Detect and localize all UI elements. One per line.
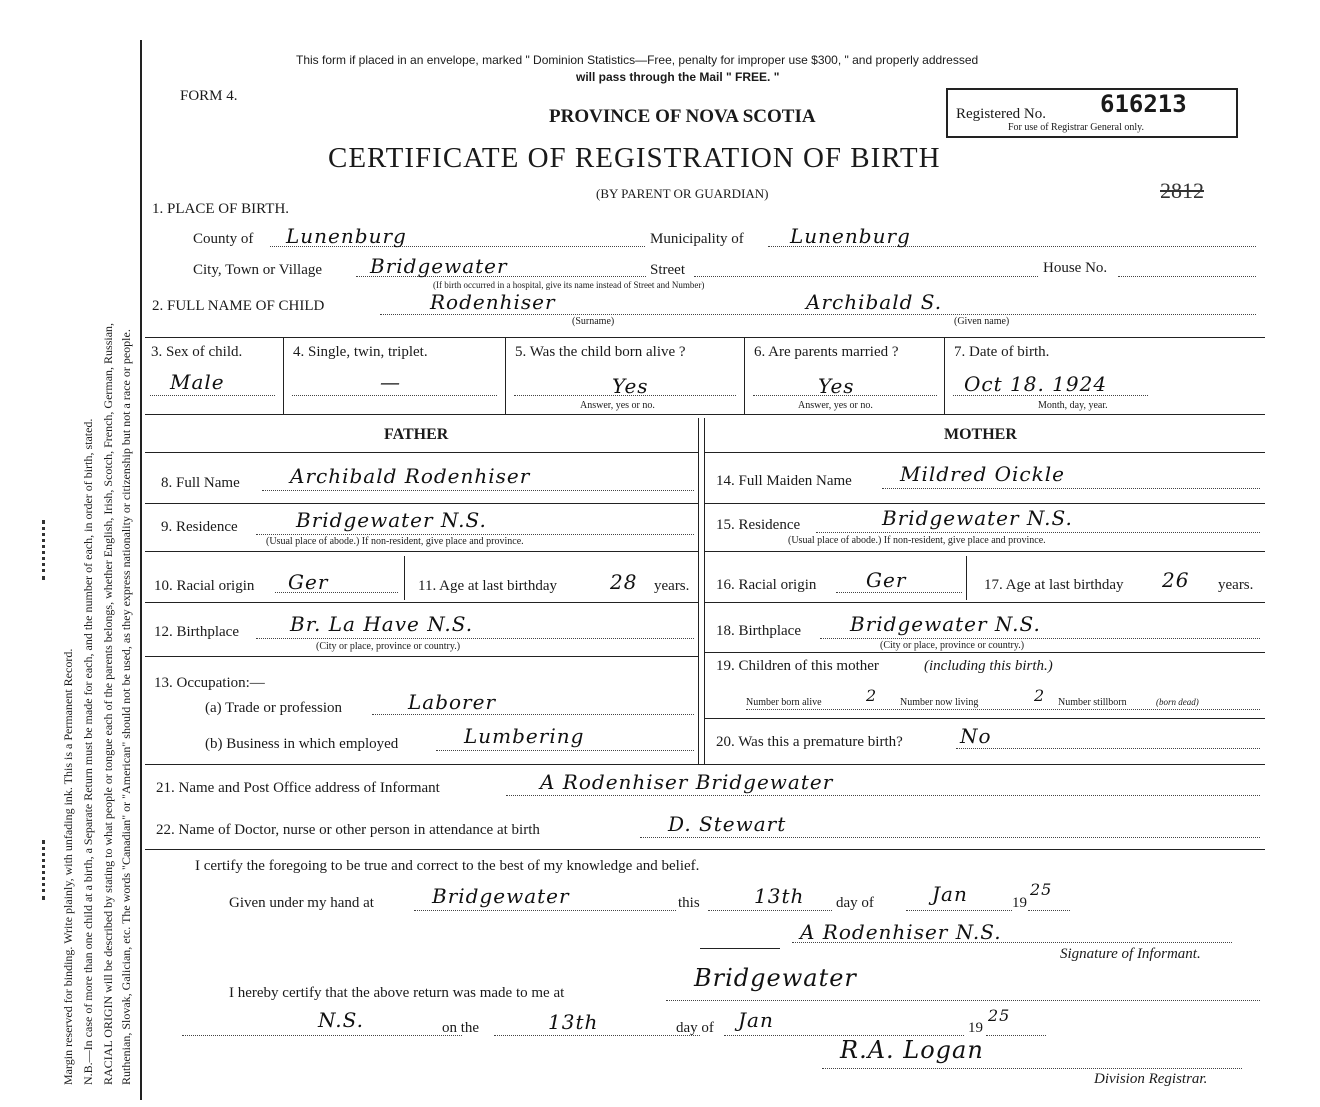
mother-birthplace-label: 18. Birthplace [716,623,801,639]
mother-age-label: 17. Age at last birthday [984,577,1124,593]
mother-name-value: Mildred Oickle [900,462,1065,486]
row-rule [705,551,1265,552]
sex-label: 3. Sex of child. [151,344,243,360]
row-rule [705,503,1265,504]
on-the-label: on the [442,1020,480,1036]
trade-value: Laborer [408,690,497,714]
plurality-label: 4. Single, twin, triplet. [293,344,428,360]
father-name-line [262,490,694,491]
return-province-value: N.S. [318,1008,364,1032]
registrar-caption: Division Registrar. [1094,1071,1208,1087]
occupation-label: 13. Occupation:— [154,675,265,691]
given-name-caption: (Given name) [954,316,1010,327]
father-name-value: Archibald Rodenhiser [290,464,531,488]
father-residence-label: 9. Residence [161,519,238,535]
certify-statement: I certify the foregoing to be true and correct to the best of my knowledge and belief. [195,858,700,874]
born-alive-count: 2 [866,686,878,705]
row3-divider [283,337,284,414]
row-rule [705,602,1265,603]
margin-note-racial-origin: RACIAL ORIGIN will be described by stating to what people or tongue each of the parents belongs, whether English, Irish, Scotch, French, German, Russian, [101,322,115,1085]
row-rule [145,602,698,603]
mother-birthplace-line [820,638,1260,639]
month-line [906,910,1012,911]
row3-top-rule [145,337,1265,338]
return-made-label: I hereby certify that the above return was made to me at [229,985,565,1001]
row3-divider [744,337,745,414]
return-place-value: Bridgewater [694,964,857,992]
father-name-label: 8. Full Name [161,475,240,491]
father-age-years: years. [654,578,690,594]
binding-border [140,40,142,1100]
row-rule [145,551,698,552]
father-heading: FATHER [384,426,449,443]
business-label: (b) Business in which employed [205,736,399,752]
row-rule [705,718,1265,719]
father-residence-line [256,534,694,535]
crossed-number: 2812 [1160,178,1204,203]
parents-married-value: Yes [818,374,855,398]
mother-residence-label: 15. Residence [716,517,801,533]
mail-notice: This form if placed in an envelope, marked " Dominion Statistics—Free, penalty for improper use $300, " and properly addressed [296,53,979,67]
father-racial-origin-label: 10. Racial origin [154,578,255,594]
margin-note-binding: Margin reserved for binding. Write plainly, with unfading ink. This is a Permanent Record. [61,648,75,1085]
place-of-birth-heading: 1. PLACE OF BIRTH. [152,201,290,217]
mother-age-years: years. [1218,577,1254,593]
children-label: 19. Children of this mother [716,658,879,674]
informant-signature: A Rodenhiser N.S. [800,920,1002,944]
mother-heading: MOTHER [944,426,1017,443]
born-alive-label: 5. Was the child born alive ? [515,344,686,360]
premature-value: No [960,724,992,748]
house-number-line [1118,276,1256,277]
given-month-value: Jan [932,882,968,906]
premature-label: 20. Was this a premature birth? [716,734,903,750]
child-name-line [380,314,1256,315]
row3-divider [944,337,945,414]
sex-line [150,395,275,396]
given-day-value: 13th [754,884,805,908]
father-birthplace-label: 12. Birthplace [154,624,239,640]
born-alive-caption: Answer, yes or no. [580,400,655,411]
page-title: CERTIFICATE OF REGISTRATION OF BIRTH [328,142,941,174]
informant-value: A Rodenhiser Bridgewater [540,770,834,794]
attendant-value: D. Stewart [668,812,787,836]
registered-number-note: For use of Registrar General only. [1008,122,1144,133]
now-living-count: 2 [1034,686,1046,705]
parents-heading-rule [705,452,1265,453]
mother-residence-caption: (Usual place of abode.) If non-resident, give place and province. [788,535,1046,546]
this-label: this [678,895,700,911]
given-under-hand-label: Given under my hand at [229,895,374,911]
date-of-birth-line [953,395,1148,396]
cell-divider [966,556,967,600]
return-province-line [182,1035,462,1036]
binding-dots [42,520,51,580]
surname-caption: (Surname) [572,316,615,327]
binding-dots [42,840,51,900]
mother-residence-value: Bridgewater N.S. [882,506,1073,530]
parents-heading-rule [145,452,698,453]
child-name-label: 2. FULL NAME OF CHILD [152,298,325,314]
row-rule [145,503,698,504]
born-alive-count-label: Number born alive [746,697,822,708]
registered-number-label: Registered No. [956,106,1046,122]
mother-residence-line [816,532,1260,533]
return-day-value: 13th [548,1010,599,1034]
house-number-label: House No. [1043,260,1108,276]
trade-label: (a) Trade or profession [205,700,343,716]
margin-note-racial-origin-cont: Ruthenian, Slovak, Galician, etc. The words "Canadian" or "American" should not be used, as they express nationality or citizenship but not a race or people. [119,329,133,1085]
stillborn-label: Number stillborn [1058,697,1127,708]
plurality-line [292,395,497,396]
county-label: County of [193,231,254,247]
year-prefix: 19 [1012,895,1027,911]
stillborn-note: (born dead) [1156,697,1199,707]
child-surname: Rodenhiser [430,290,556,314]
return-place-line [666,1000,1260,1001]
informant-signature-caption: Signature of Informant. [1060,946,1201,962]
return-month-value: Jan [738,1008,774,1032]
registrar-signature-line [822,1068,1242,1069]
date-of-birth-caption: Month, day, year. [1038,400,1108,411]
date-of-birth-label: 7. Date of birth. [954,344,1050,360]
day-line [708,910,832,911]
parents-bottom-rule [145,764,1265,765]
mother-birthplace-caption: (City or place, province or country.) [880,640,1025,651]
father-residence-caption: (Usual place of abode.) If non-resident, give place and province. [266,536,524,547]
form-number: FORM 4. [180,88,238,104]
mother-birthplace-value: Bridgewater N.S. [850,612,1041,636]
street-line [694,276,1038,277]
informant-line [506,795,1260,796]
plurality-value: — [380,370,401,394]
mail-notice-free: will pass through the Mail " FREE. " [576,70,780,84]
father-birthplace-line [256,638,694,639]
page-subtitle: (BY PARENT OR GUARDIAN) [596,186,769,201]
certification-rule [145,849,1265,850]
children-line [746,709,1260,710]
premature-line [956,748,1260,749]
given-place-line [414,910,676,911]
municipality-value: Lunenburg [790,224,911,248]
year2-line [986,1035,1046,1036]
informant-signature-line [792,942,1232,943]
sex-value: Male [170,370,225,394]
mother-racial-origin-line [836,592,962,593]
city-label: City, Town or Village [193,262,323,278]
father-age-value: 28 [610,570,638,594]
business-line [436,750,694,751]
father-birthplace-caption: (City or place, province or country.) [316,641,461,652]
mother-name-label: 14. Full Maiden Name [716,473,852,489]
mother-age-value: 26 [1162,568,1190,592]
informant-label: 21. Name and Post Office address of Informant [156,780,440,796]
day-of-label: day of [836,895,874,911]
father-racial-origin-value: Ger [288,570,329,594]
cell-divider [404,556,405,600]
registered-number-value: 616213 [1100,90,1187,118]
street-label: Street [650,262,685,278]
year2-prefix: 19 [968,1020,983,1036]
return-year-value: 25 [988,1006,1011,1025]
given-place-value: Bridgewater [432,884,570,908]
parents-married-label: 6. Are parents married ? [754,344,899,360]
parents-married-caption: Answer, yes or no. [798,400,873,411]
parents-divider [698,418,699,764]
municipality-label: Municipality of [650,231,744,247]
date-of-birth-value: Oct 18. 1924 [964,372,1108,396]
father-birthplace-value: Br. La Have N.S. [290,612,474,636]
city-value: Bridgewater [370,254,508,278]
mother-racial-origin-label: 16. Racial origin [716,577,817,593]
day-of-label-2: day of [676,1020,714,1036]
given-year-value: 25 [1030,880,1053,899]
attendant-line [640,837,1260,838]
signature-line [700,948,780,949]
father-age-label: 11. Age at last birthday [418,578,557,594]
row-rule [705,652,1265,653]
born-alive-line [514,395,736,396]
business-value: Lumbering [464,724,585,748]
mother-racial-origin-value: Ger [866,568,907,592]
attendant-label: 22. Name of Doctor, nurse or other person in attendance at birth [156,822,540,838]
registrar-signature: R.A. Logan [840,1036,984,1064]
day2-line [494,1035,700,1036]
now-living-label: Number now living [900,697,979,708]
mother-name-line [882,488,1260,489]
children-note: (including this birth.) [924,658,1053,674]
county-value: Lunenburg [286,224,407,248]
row3-bottom-rule [145,414,1265,415]
margin-note-nb: N.B.—In case of more than one child at a birth, a Separate Return must be made for each, and the number of each, in order of birth, stated. [81,418,95,1085]
hospital-note: (If birth occurred in a hospital, give its name instead of Street and Number) [433,280,705,290]
trade-line [372,714,694,715]
row3-divider [505,337,506,414]
province-heading: PROVINCE OF NOVA SCOTIA [549,106,816,127]
year-line [1028,910,1070,911]
father-residence-value: Bridgewater N.S. [296,508,487,532]
born-alive-value: Yes [612,374,649,398]
row-rule [145,656,698,657]
registered-number-box [946,88,1238,138]
parents-divider [704,418,705,764]
parents-married-line [753,395,937,396]
child-given-name: Archibald S. [806,290,943,314]
